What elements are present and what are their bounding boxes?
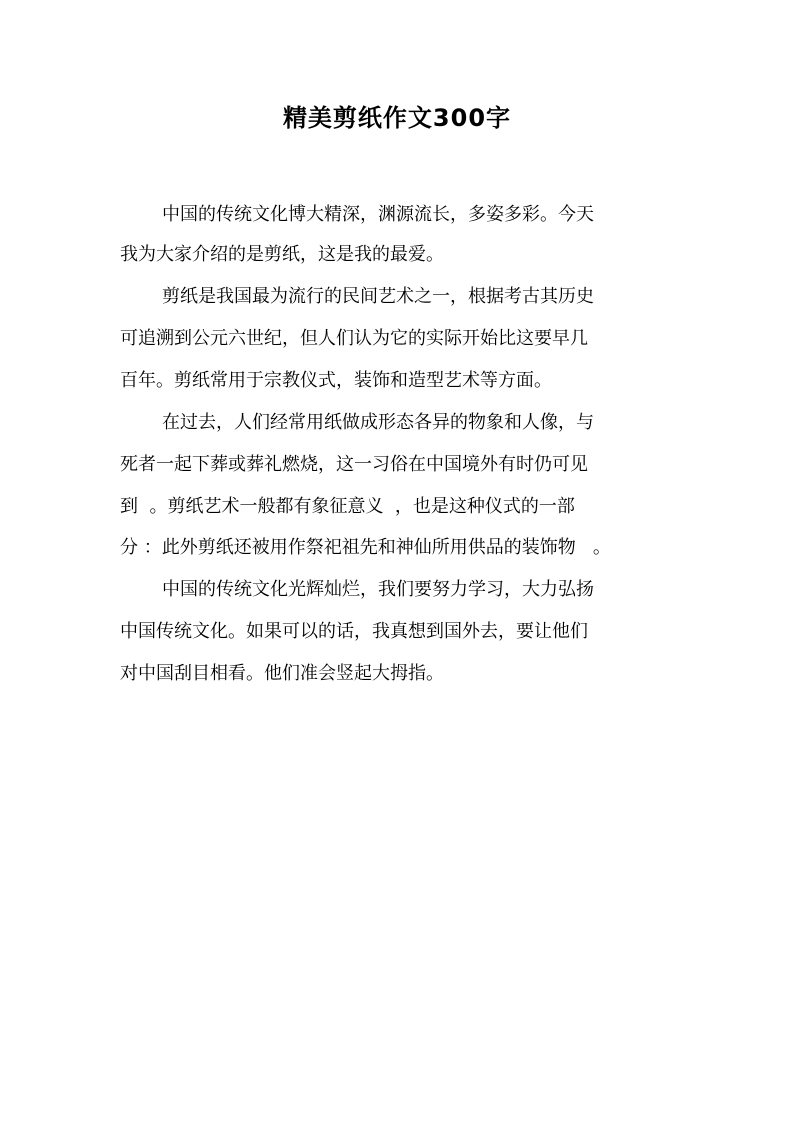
- paragraph-2-line-3: 百年。剪纸常用于宗教仪式，装饰和造型艺术等方面。: [120, 370, 552, 391]
- paragraph-3-line-1: 在过去，人们经常用纸做成形态各异的物象和人像，与: [162, 412, 594, 433]
- document-title: 精美剪纸作文300字: [282, 104, 512, 132]
- paragraph-1-line-2: 我为大家介绍的是剪纸，这是我的最爱。: [120, 244, 444, 265]
- paragraph-4-line-2: 中国传统文化。如果可以的话，我真想到国外去，要让他们: [120, 621, 588, 642]
- paragraph-2-line-2: 可追溯到公元六世纪，但人们认为它的实际开始比这要早几: [120, 328, 588, 349]
- paragraph-3-line-3: 到 。剪纸艺术一般都有象征意义 ，也是这种仪式的一部: [120, 496, 575, 517]
- paragraph-2-line-1: 剪纸是我国最为流行的民间艺术之一，根据考古其历史: [162, 286, 594, 307]
- paragraph-1-line-1: 中国的传统文化博大精深，渊源流长，多姿多彩。今天: [162, 204, 594, 225]
- paragraph-3-line-4: 分 ：此外剪纸还被用作祭祀祖先和神仙所用供品的装饰物 。: [120, 537, 611, 558]
- paragraph-4-line-1: 中国的传统文化光辉灿烂，我们要努力学习，大力弘扬: [162, 579, 594, 600]
- paragraph-3-line-2: 死者一起下葬或葬礼燃烧，这一习俗在中国境外有时仍可见: [120, 454, 588, 475]
- paragraph-4-line-3: 对中国刮目相看。他们准会竖起大拇指。: [120, 663, 444, 684]
